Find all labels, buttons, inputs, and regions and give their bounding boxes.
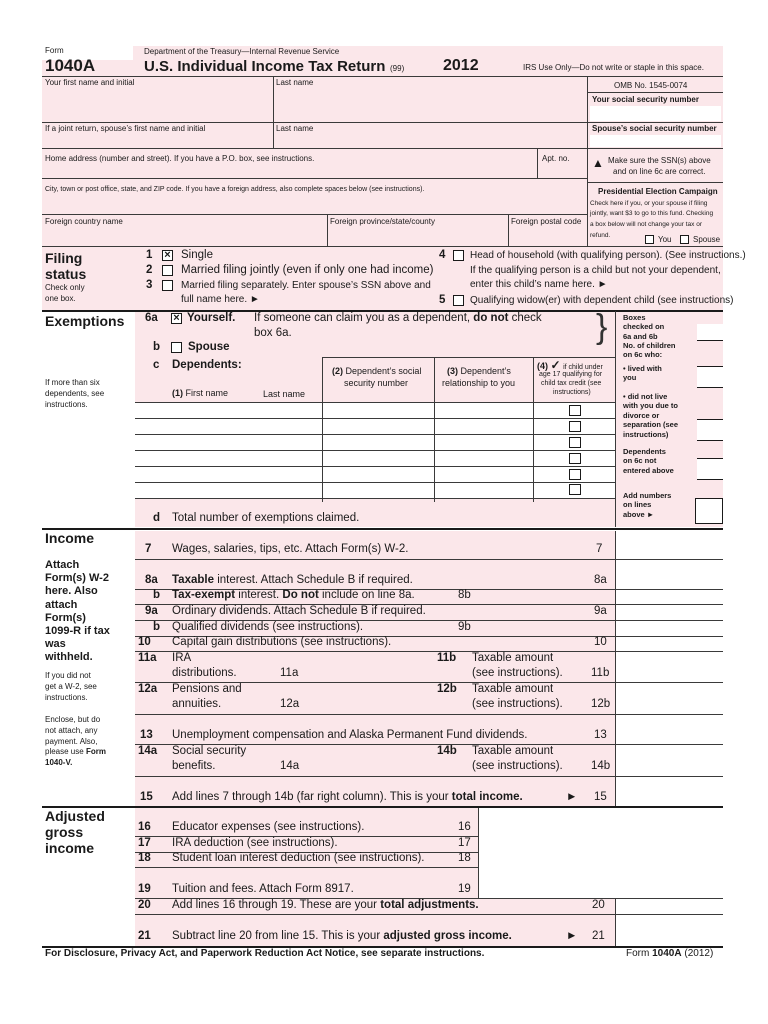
line-14a-text-2: benefits. — [172, 760, 216, 772]
divider — [322, 402, 323, 498]
spouse-ssn-label: Spouse’s social security number — [592, 124, 717, 133]
boxes-checked-field[interactable] — [697, 324, 723, 341]
divider — [327, 214, 328, 246]
arrow-right-icon: ► — [566, 930, 578, 942]
divider — [135, 651, 723, 652]
divider — [135, 867, 478, 868]
child-credit-checkbox[interactable] — [569, 405, 581, 416]
adjusted-right-column — [615, 898, 723, 946]
col4-header-4: instructions) — [553, 389, 591, 396]
line-20-num: 20 — [138, 899, 151, 911]
fs-separate-label-2: full name here. ► — [181, 294, 260, 305]
col4-header-3: child tax credit (see — [541, 380, 602, 387]
line-6c-num: c — [153, 359, 160, 371]
yourself-label: Yourself. — [187, 312, 236, 324]
did-not-live-field[interactable] — [697, 419, 723, 441]
line-17-box: 17 — [458, 837, 471, 849]
spouse-last-label: Last name — [276, 124, 314, 133]
line-7-box: 7 — [596, 543, 603, 555]
divider — [615, 898, 616, 946]
line-19-box: 19 — [458, 883, 471, 895]
campaign-text-4: refund. — [590, 232, 611, 239]
divider — [537, 148, 538, 178]
campaign-text-3: a box below will not change your tax or — [590, 221, 703, 228]
line-10-text: Capital gain distributions (see instructions). — [172, 636, 392, 648]
line-11a-text-2: distributions. — [172, 667, 237, 679]
apt-label: Apt. no. — [542, 154, 570, 163]
city-label: City, town or post office, state, and ZIP code. If you have a foreign address, also complete spaces below (see instructions). — [45, 186, 425, 193]
child-credit-checkbox[interactable] — [569, 453, 581, 464]
section-divider — [42, 528, 723, 530]
table-row — [135, 466, 615, 467]
fs-hoh-label-3: enter this child’s name here. ► — [470, 279, 608, 290]
line-13-box: 13 — [594, 729, 607, 741]
divider — [587, 76, 588, 246]
line-19-text: Tuition and fees. Attach Form 8917. — [172, 883, 354, 895]
fs-num-5: 5 — [439, 294, 446, 306]
line-20-text: Add lines 16 through 19. These are your total adjustments. — [172, 899, 479, 911]
divider — [322, 357, 615, 358]
form-title-code: (99) — [390, 64, 405, 73]
line-14a-num: 14a — [138, 745, 158, 757]
lived-with-field[interactable] — [697, 366, 723, 388]
campaign-spouse-checkbox[interactable] — [680, 235, 689, 244]
line-6d-text: Total number of exemptions claimed. — [172, 512, 360, 524]
exemptions-title: Exemptions — [45, 313, 125, 329]
income-title: Income — [45, 530, 95, 546]
child-credit-checkbox[interactable] — [569, 484, 581, 495]
line-15-text: Add lines 7 through 14b (far right column). This is your total income. — [172, 791, 523, 803]
fs-num-3: 3 — [146, 279, 153, 291]
table-row — [135, 418, 615, 419]
ssn-notice-2: and on line 6c are correct. — [613, 167, 706, 176]
line-14a-box: 14a — [280, 760, 300, 772]
foreign-postal-label: Foreign postal code — [511, 217, 582, 226]
line-11b-text-1: Taxable amount — [472, 652, 554, 664]
col2-header-2: security number — [344, 378, 409, 388]
line-12a-text-1: Pensions and — [172, 683, 242, 695]
line-8b-num: b — [153, 589, 161, 601]
child-credit-checkbox[interactable] — [569, 437, 581, 448]
line-12b-num: 12b — [437, 683, 457, 695]
line-12b-text-1: Taxable amount — [472, 683, 554, 695]
your-ssn-label: Your social security number — [592, 95, 699, 104]
department: Department of the Treasury—Internal Revenue Service — [144, 47, 340, 56]
form-title: U.S. Individual Income Tax Return — [144, 58, 386, 75]
divider — [508, 214, 509, 246]
omb-number: OMB No. 1545-0074 — [614, 81, 688, 90]
line-18-num: 18 — [138, 852, 151, 864]
arrow-right-icon: ► — [566, 791, 578, 803]
campaign-you-checkbox[interactable] — [645, 235, 654, 244]
line-7-text: Wages, salaries, tips, etc. Attach Form(s) W-2. — [172, 543, 409, 555]
line-16-box: 16 — [458, 821, 471, 833]
first-name-label: Your first name and initial — [45, 78, 135, 87]
line-16-num: 16 — [138, 821, 151, 833]
line-6d-num: d — [153, 512, 161, 524]
line-14a-text-1: Social security — [172, 745, 247, 757]
divider — [42, 76, 723, 77]
line-18-box: 18 — [458, 852, 471, 864]
line-11a-text-1: IRA — [172, 652, 192, 664]
line-14b-box: 14b — [591, 760, 611, 772]
fs-separate-checkbox[interactable] — [162, 280, 173, 291]
divider — [478, 808, 479, 898]
children-label: No. of children on 6c who: — [623, 341, 676, 360]
divider — [533, 402, 534, 498]
line-7-num: 7 — [145, 543, 152, 555]
line-20-box: 20 — [592, 899, 605, 911]
tax-year: 2012 — [443, 57, 479, 74]
spouse-ssn-field[interactable] — [590, 135, 721, 147]
line-12a-num: 12a — [138, 683, 158, 695]
fs-hoh-checkbox[interactable] — [453, 250, 464, 261]
fs-single-label: Single — [181, 249, 213, 261]
yourself-text: If someone can claim you as a dependent, do not check — [254, 312, 542, 324]
table-row — [135, 498, 615, 499]
divider — [273, 76, 274, 148]
divider — [615, 531, 616, 806]
did-not-live-label: • did not live with you due to divorce or separation (see instructions) — [623, 392, 679, 439]
line-10-num: 10 — [138, 636, 151, 648]
home-address-label: Home address (number and street). If you have a P.O. box, see instructions. — [45, 154, 315, 163]
divider — [42, 214, 587, 215]
line-9b-text: Qualified dividends (see instructions). — [172, 621, 364, 633]
line-14b-num: 14b — [437, 745, 457, 757]
divider — [135, 914, 723, 915]
line-14b-text-2: (see instructions). — [472, 760, 563, 772]
attach-w2-note: Attach Form(s) W-2 here. Also attach Form(s) 1099-R if tax was withheld. — [45, 559, 110, 664]
line-11a-num: 11a — [138, 652, 157, 664]
spouse-label: Spouse — [188, 341, 230, 353]
add-numbers-label: Add numbers on lines above ► — [623, 491, 672, 519]
your-ssn-field[interactable] — [590, 106, 721, 121]
fs-joint-checkbox[interactable] — [162, 265, 173, 276]
foreign-province-label: Foreign province/state/county — [330, 217, 435, 226]
table-row — [135, 482, 615, 483]
line-21-num: 21 — [138, 930, 151, 942]
line-11a-box: 11a — [280, 667, 299, 679]
line-10-box: 10 — [594, 636, 607, 648]
divider — [135, 402, 615, 403]
fs-joint-label: Married filing jointly (even if only one had income) — [181, 264, 434, 276]
fs-single-checkbox[interactable]: × — [162, 250, 173, 261]
fs-separate-label-1: Married filing separately. Enter spouse’s SSN above and — [181, 280, 431, 291]
enclose-note: Enclose, but do not attach, any payment. Also, please use Form 1040-V. — [45, 715, 106, 768]
last-name-label: Last name — [276, 78, 314, 87]
fs-num-2: 2 — [146, 264, 153, 276]
dependents-label: Dependents: — [172, 359, 242, 371]
disclosure-notice: For Disclosure, Privacy Act, and Paperwork Reduction Act Notice, see separate instructions. — [45, 948, 485, 959]
line-13-num: 13 — [140, 729, 153, 741]
child-credit-checkbox[interactable] — [569, 469, 581, 480]
campaign-text-2: jointly, want $3 to go to this fund. Checking — [590, 210, 714, 217]
line-8a-text: Taxable interest. Attach Schedule B if required. — [172, 574, 413, 586]
warning-triangle-icon: ▲ — [592, 156, 604, 170]
line-6a-num: 6a — [145, 312, 158, 324]
line-8b-box: 8b — [458, 589, 471, 601]
checkmark-icon: ✓ — [550, 358, 561, 372]
line-9b-box: 9b — [458, 621, 471, 633]
form-number: 1040A — [45, 56, 96, 75]
line-12b-text-2: (see instructions). — [472, 698, 563, 710]
line-12b-box: 12b — [591, 698, 611, 710]
col1-header: (1) First name — [172, 388, 229, 398]
foreign-country-label: Foreign country name — [45, 217, 123, 226]
line-21-box: 21 — [592, 930, 605, 942]
ssn-notice-1: Make sure the SSN(s) above — [608, 156, 711, 165]
col3-header: (3) Dependent’s — [447, 366, 511, 376]
line-21-text: Subtract line 20 from line 15. This is your adjusted gross income. — [172, 930, 512, 942]
line-11b-text-2: (see instructions). — [472, 667, 563, 679]
line-14b-text-1: Taxable amount — [472, 745, 554, 757]
footer-form-label: Form 1040A (2012) — [626, 948, 714, 959]
table-row — [135, 434, 615, 435]
divider — [135, 559, 723, 560]
line-9a-box: 9a — [594, 605, 607, 617]
line-17-num: 17 — [138, 837, 151, 849]
child-credit-checkbox[interactable] — [569, 421, 581, 432]
filing-status-note: Check only one box. — [45, 283, 85, 303]
spouse-first-label: If a joint return, spouse’s first name and initial — [45, 124, 206, 133]
divider — [135, 714, 723, 715]
col3-header-2: relationship to you — [442, 378, 516, 388]
fs-hoh-label-1: Head of household (with qualifying person). (See instructions.) — [470, 250, 746, 261]
divider — [42, 148, 723, 149]
col4-header: (4) ✓ if child under — [537, 358, 603, 372]
divider — [42, 246, 723, 247]
col1-header-last: Last name — [263, 389, 306, 399]
adjusted-blank-area — [478, 808, 723, 898]
col4-header-2: age 17 qualifying for — [539, 371, 603, 378]
fs-widow-checkbox[interactable] — [453, 295, 464, 306]
divider — [587, 182, 723, 183]
campaign-text-1: Check here if you, or your spouse if filing — [590, 200, 708, 207]
filing-status-title: Filing status — [45, 250, 87, 283]
line-16-text: Educator expenses (see instructions). — [172, 821, 365, 833]
form-word: Form — [45, 46, 64, 55]
line-15-box: 15 — [594, 791, 607, 803]
line-11b-box: 11b — [591, 667, 610, 679]
campaign-spouse-label: Spouse — [693, 235, 721, 244]
exemptions-side-note: If more than six dependents, see instructions. — [45, 378, 105, 409]
no-w2-note: If you did not get a W-2, see instructions. — [45, 671, 97, 702]
line-8a-num: 8a — [145, 574, 158, 586]
yourself-text-2: box 6a. — [254, 327, 292, 339]
line-8a-box: 8a — [594, 574, 607, 586]
fs-hoh-label-2: If the qualifying person is a child but not your dependent, — [470, 265, 721, 276]
total-exemptions-field[interactable] — [695, 498, 723, 524]
line-18-text: Student loan interest deduction (see instructions). — [172, 852, 425, 864]
adjusted-title: Adjusted gross income — [45, 808, 105, 857]
col2-header: (2) Dependent’s social — [332, 366, 422, 376]
divider — [434, 402, 435, 498]
line-13-text: Unemployment compensation and Alaska Permanent Fund dividends. — [172, 729, 528, 741]
campaign-title: Presidential Election Campaign — [598, 187, 718, 196]
divider — [42, 122, 723, 123]
fs-num-4: 4 — [439, 249, 446, 261]
lived-with-label: • lived with you — [623, 364, 662, 383]
divider — [587, 92, 723, 93]
boxes-checked-label: Boxes checked on 6a and 6b — [623, 313, 665, 341]
yourself-checkbox[interactable]: × — [171, 313, 182, 324]
line-12a-text-2: annuities. — [172, 698, 222, 710]
fs-widow-label: Qualifying widow(er) with dependent child (see instructions) — [470, 295, 734, 306]
line-12a-box: 12a — [280, 698, 300, 710]
line-19-num: 19 — [138, 883, 151, 895]
table-row — [135, 450, 615, 451]
line-17-text: IRA deduction (see instructions). — [172, 837, 338, 849]
line-8b-text: Tax-exempt interest. Do not include on line 8a. — [172, 589, 415, 601]
fs-num-1: 1 — [146, 249, 153, 261]
line-11b-num: 11b — [437, 652, 457, 664]
campaign-you-label: You — [658, 235, 672, 244]
line-9a-num: 9a — [145, 605, 158, 617]
dependents-not-entered-label: Dependents on 6c not entered above — [623, 447, 674, 475]
line-15-num: 15 — [140, 791, 153, 803]
line-9b-num: b — [153, 621, 161, 633]
line-6b-num: b — [153, 341, 161, 353]
line-9a-text: Ordinary dividends. Attach Schedule B if required. — [172, 605, 426, 617]
divider — [615, 311, 616, 527]
spouse-checkbox[interactable] — [171, 342, 182, 353]
irs-use-only: IRS Use Only—Do not write or staple in this space. — [523, 63, 704, 72]
divider — [135, 776, 723, 777]
divider — [42, 178, 587, 179]
brace-icon: } — [596, 308, 608, 346]
dependents-not-entered-field[interactable] — [697, 458, 723, 480]
